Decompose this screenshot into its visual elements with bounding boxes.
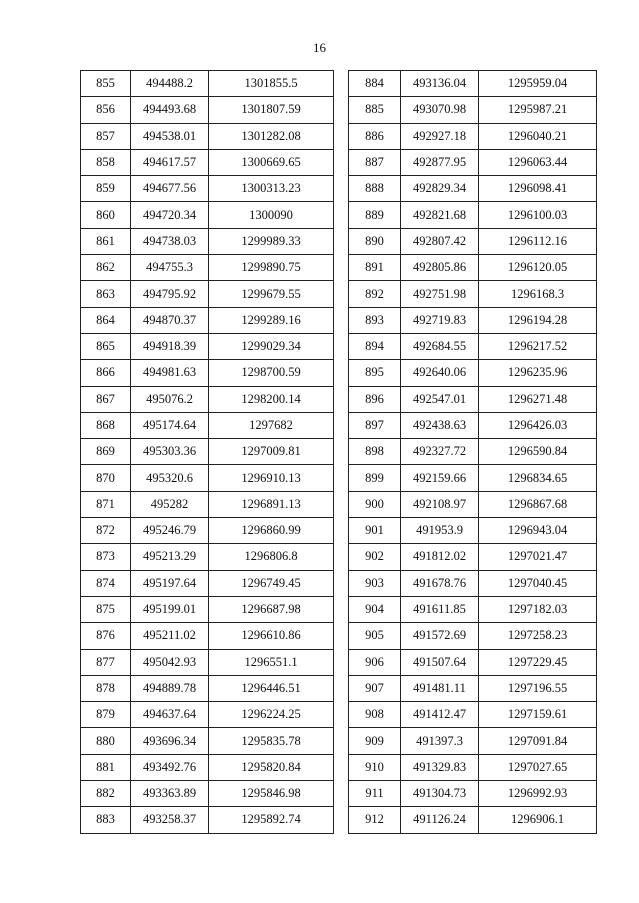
y-coordinate-cell: 1297040.45 — [479, 570, 597, 596]
y-coordinate-cell: 1295835.78 — [209, 728, 334, 754]
point-number-cell: 856 — [81, 97, 131, 123]
table-row — [349, 202, 597, 228]
y-coordinate-cell: 1296271.48 — [479, 386, 597, 412]
table-row — [81, 596, 334, 622]
table-row — [349, 281, 597, 307]
table-row — [81, 176, 334, 202]
point-number-cell: 881 — [81, 754, 131, 780]
table-body — [81, 71, 334, 834]
point-number-cell: 908 — [349, 702, 401, 728]
point-number-cell: 875 — [81, 596, 131, 622]
table-row — [81, 228, 334, 254]
point-number-cell: 902 — [349, 544, 401, 570]
point-number-cell: 867 — [81, 386, 131, 412]
point-number-cell: 868 — [81, 412, 131, 438]
table-row — [81, 491, 334, 517]
y-coordinate-cell: 1296992.93 — [479, 781, 597, 807]
x-coordinate-cell: 491329.83 — [401, 754, 479, 780]
point-number-cell: 910 — [349, 754, 401, 780]
table-row — [349, 439, 597, 465]
table-row — [81, 412, 334, 438]
x-coordinate-cell: 491412.47 — [401, 702, 479, 728]
point-number-cell: 865 — [81, 333, 131, 359]
x-coordinate-cell: 495320.6 — [131, 465, 209, 491]
x-coordinate-cell: 491481.11 — [401, 675, 479, 701]
y-coordinate-cell: 1299890.75 — [209, 255, 334, 281]
point-number-cell: 891 — [349, 255, 401, 281]
point-number-cell: 896 — [349, 386, 401, 412]
table-row — [81, 386, 334, 412]
x-coordinate-cell: 494755.3 — [131, 255, 209, 281]
table-row — [81, 807, 334, 833]
y-coordinate-cell: 1298200.14 — [209, 386, 334, 412]
y-coordinate-cell: 1296867.68 — [479, 491, 597, 517]
x-coordinate-cell: 494889.78 — [131, 675, 209, 701]
point-number-cell: 882 — [81, 781, 131, 807]
x-coordinate-cell: 492877.95 — [401, 149, 479, 175]
table-row — [349, 807, 597, 833]
point-number-cell: 859 — [81, 176, 131, 202]
y-coordinate-cell: 1296749.45 — [209, 570, 334, 596]
table-row — [81, 439, 334, 465]
x-coordinate-cell: 494720.34 — [131, 202, 209, 228]
y-coordinate-cell: 1295820.84 — [209, 754, 334, 780]
x-coordinate-cell: 494870.37 — [131, 307, 209, 333]
y-coordinate-cell: 1296100.03 — [479, 202, 597, 228]
point-number-cell: 864 — [81, 307, 131, 333]
y-coordinate-cell: 1296834.65 — [479, 465, 597, 491]
point-number-cell: 880 — [81, 728, 131, 754]
x-coordinate-cell: 492108.97 — [401, 491, 479, 517]
x-coordinate-cell: 493696.34 — [131, 728, 209, 754]
x-coordinate-cell: 491397.3 — [401, 728, 479, 754]
point-number-cell: 863 — [81, 281, 131, 307]
point-number-cell: 889 — [349, 202, 401, 228]
x-coordinate-cell: 491812.02 — [401, 544, 479, 570]
y-coordinate-cell: 1297196.55 — [479, 675, 597, 701]
table-row — [81, 649, 334, 675]
y-coordinate-cell: 1301855.5 — [209, 71, 334, 97]
x-coordinate-cell: 493492.76 — [131, 754, 209, 780]
point-number-cell: 870 — [81, 465, 131, 491]
y-coordinate-cell: 1298700.59 — [209, 360, 334, 386]
y-coordinate-cell: 1297159.61 — [479, 702, 597, 728]
point-number-cell: 895 — [349, 360, 401, 386]
x-coordinate-cell: 494488.2 — [131, 71, 209, 97]
y-coordinate-cell: 1301282.08 — [209, 123, 334, 149]
table-row — [81, 728, 334, 754]
point-number-cell: 909 — [349, 728, 401, 754]
y-coordinate-cell: 1297229.45 — [479, 649, 597, 675]
y-coordinate-cell: 1296217.52 — [479, 333, 597, 359]
table-row — [349, 97, 597, 123]
table-row — [349, 596, 597, 622]
x-coordinate-cell: 495213.29 — [131, 544, 209, 570]
table-row — [81, 202, 334, 228]
table-row — [81, 570, 334, 596]
y-coordinate-cell: 1299679.55 — [209, 281, 334, 307]
page-number: 16 — [313, 40, 326, 55]
y-coordinate-cell: 1296063.44 — [479, 149, 597, 175]
table-row — [349, 570, 597, 596]
table-row — [81, 255, 334, 281]
table-row — [349, 649, 597, 675]
y-coordinate-cell: 1296194.28 — [479, 307, 597, 333]
y-coordinate-cell: 1296446.51 — [209, 675, 334, 701]
x-coordinate-cell: 492719.83 — [401, 307, 479, 333]
point-number-cell: 888 — [349, 176, 401, 202]
x-coordinate-cell: 492684.55 — [401, 333, 479, 359]
table-row — [349, 71, 597, 97]
y-coordinate-cell: 1296426.03 — [479, 412, 597, 438]
table-row — [349, 702, 597, 728]
table-row — [81, 360, 334, 386]
point-number-cell: 898 — [349, 439, 401, 465]
x-coordinate-cell: 492807.42 — [401, 228, 479, 254]
point-number-cell: 872 — [81, 518, 131, 544]
table-row — [349, 675, 597, 701]
y-coordinate-cell: 1295846.98 — [209, 781, 334, 807]
x-coordinate-cell: 492821.68 — [401, 202, 479, 228]
table-row — [349, 333, 597, 359]
y-coordinate-cell: 1296168.3 — [479, 281, 597, 307]
y-coordinate-cell: 1296806.8 — [209, 544, 334, 570]
point-number-cell: 892 — [349, 281, 401, 307]
point-number-cell: 905 — [349, 623, 401, 649]
table-row — [349, 412, 597, 438]
point-number-cell: 862 — [81, 255, 131, 281]
x-coordinate-cell: 494918.39 — [131, 333, 209, 359]
y-coordinate-cell: 1299029.34 — [209, 333, 334, 359]
table-row — [81, 465, 334, 491]
x-coordinate-cell: 491304.73 — [401, 781, 479, 807]
point-number-cell: 900 — [349, 491, 401, 517]
point-number-cell: 899 — [349, 465, 401, 491]
y-coordinate-cell: 1295987.21 — [479, 97, 597, 123]
table-row — [81, 333, 334, 359]
x-coordinate-cell: 492438.63 — [401, 412, 479, 438]
y-coordinate-cell: 1299289.16 — [209, 307, 334, 333]
x-coordinate-cell: 491507.64 — [401, 649, 479, 675]
point-number-cell: 857 — [81, 123, 131, 149]
y-coordinate-cell: 1297009.81 — [209, 439, 334, 465]
y-coordinate-cell: 1297027.65 — [479, 754, 597, 780]
point-number-cell: 906 — [349, 649, 401, 675]
x-coordinate-cell: 494637.64 — [131, 702, 209, 728]
table-row — [349, 465, 597, 491]
x-coordinate-cell: 495282 — [131, 491, 209, 517]
table-row — [349, 149, 597, 175]
table-row — [81, 623, 334, 649]
x-coordinate-cell: 493363.89 — [131, 781, 209, 807]
table-row — [81, 675, 334, 701]
x-coordinate-cell: 494738.03 — [131, 228, 209, 254]
x-coordinate-cell: 494677.56 — [131, 176, 209, 202]
point-number-cell: 893 — [349, 307, 401, 333]
x-coordinate-cell: 495076.2 — [131, 386, 209, 412]
table-row — [349, 360, 597, 386]
table-row — [81, 281, 334, 307]
x-coordinate-cell: 495303.36 — [131, 439, 209, 465]
table-row — [349, 781, 597, 807]
y-coordinate-cell: 1300669.65 — [209, 149, 334, 175]
table-row — [349, 307, 597, 333]
y-coordinate-cell: 1296098.41 — [479, 176, 597, 202]
y-coordinate-cell: 1296551.1 — [209, 649, 334, 675]
y-coordinate-cell: 1295959.04 — [479, 71, 597, 97]
table-row — [81, 544, 334, 570]
table-row — [81, 781, 334, 807]
point-number-cell: 887 — [349, 149, 401, 175]
y-coordinate-cell: 1296687.98 — [209, 596, 334, 622]
y-coordinate-cell: 1296040.21 — [479, 123, 597, 149]
y-coordinate-cell: 1296906.1 — [479, 807, 597, 833]
x-coordinate-cell: 493070.98 — [401, 97, 479, 123]
point-number-cell: 907 — [349, 675, 401, 701]
point-number-cell: 878 — [81, 675, 131, 701]
point-number-cell: 904 — [349, 596, 401, 622]
table-row — [349, 728, 597, 754]
x-coordinate-cell: 492805.86 — [401, 255, 479, 281]
table-row — [349, 123, 597, 149]
point-number-cell: 897 — [349, 412, 401, 438]
y-coordinate-cell: 1296224.25 — [209, 702, 334, 728]
point-number-cell: 866 — [81, 360, 131, 386]
x-coordinate-cell: 491126.24 — [401, 807, 479, 833]
table-row — [349, 255, 597, 281]
x-coordinate-cell: 491572.69 — [401, 623, 479, 649]
y-coordinate-cell: 1296610.86 — [209, 623, 334, 649]
x-coordinate-cell: 494981.63 — [131, 360, 209, 386]
table-row — [81, 71, 334, 97]
table-row — [81, 702, 334, 728]
x-coordinate-cell: 493258.37 — [131, 807, 209, 833]
point-number-cell: 901 — [349, 518, 401, 544]
x-coordinate-cell: 494795.92 — [131, 281, 209, 307]
point-number-cell: 879 — [81, 702, 131, 728]
x-coordinate-cell: 492829.34 — [401, 176, 479, 202]
x-coordinate-cell: 495199.01 — [131, 596, 209, 622]
point-number-cell: 876 — [81, 623, 131, 649]
y-coordinate-cell: 1300090 — [209, 202, 334, 228]
point-number-cell: 855 — [81, 71, 131, 97]
point-number-cell: 874 — [81, 570, 131, 596]
table-row — [349, 623, 597, 649]
y-coordinate-cell: 1297182.03 — [479, 596, 597, 622]
y-coordinate-cell: 1297682 — [209, 412, 334, 438]
table-row — [81, 97, 334, 123]
coordinates-table-left — [80, 70, 334, 834]
table-row — [349, 228, 597, 254]
y-coordinate-cell: 1299989.33 — [209, 228, 334, 254]
x-coordinate-cell: 493136.04 — [401, 71, 479, 97]
x-coordinate-cell: 495042.93 — [131, 649, 209, 675]
coordinates-table-right — [348, 70, 597, 834]
x-coordinate-cell: 494538.01 — [131, 123, 209, 149]
x-coordinate-cell: 492927.18 — [401, 123, 479, 149]
y-coordinate-cell: 1301807.59 — [209, 97, 334, 123]
y-coordinate-cell: 1296860.99 — [209, 518, 334, 544]
x-coordinate-cell: 494493.68 — [131, 97, 209, 123]
x-coordinate-cell: 495197.64 — [131, 570, 209, 596]
point-number-cell: 877 — [81, 649, 131, 675]
table-row — [349, 176, 597, 202]
x-coordinate-cell: 491953.9 — [401, 518, 479, 544]
point-number-cell: 869 — [81, 439, 131, 465]
x-coordinate-cell: 494617.57 — [131, 149, 209, 175]
y-coordinate-cell: 1300313.23 — [209, 176, 334, 202]
point-number-cell: 912 — [349, 807, 401, 833]
table-row — [81, 754, 334, 780]
table-body — [349, 71, 597, 834]
point-number-cell: 903 — [349, 570, 401, 596]
table-row — [81, 518, 334, 544]
point-number-cell: 886 — [349, 123, 401, 149]
x-coordinate-cell: 495246.79 — [131, 518, 209, 544]
x-coordinate-cell: 495174.64 — [131, 412, 209, 438]
y-coordinate-cell: 1296943.04 — [479, 518, 597, 544]
x-coordinate-cell: 491611.85 — [401, 596, 479, 622]
table-row — [81, 123, 334, 149]
y-coordinate-cell: 1295892.74 — [209, 807, 334, 833]
point-number-cell: 911 — [349, 781, 401, 807]
x-coordinate-cell: 492640.06 — [401, 360, 479, 386]
point-number-cell: 873 — [81, 544, 131, 570]
table-row — [349, 518, 597, 544]
y-coordinate-cell: 1296112.16 — [479, 228, 597, 254]
y-coordinate-cell: 1296590.84 — [479, 439, 597, 465]
point-number-cell: 883 — [81, 807, 131, 833]
point-number-cell: 894 — [349, 333, 401, 359]
x-coordinate-cell: 495211.02 — [131, 623, 209, 649]
point-number-cell: 861 — [81, 228, 131, 254]
x-coordinate-cell: 491678.76 — [401, 570, 479, 596]
point-number-cell: 884 — [349, 71, 401, 97]
x-coordinate-cell: 492159.66 — [401, 465, 479, 491]
point-number-cell: 860 — [81, 202, 131, 228]
point-number-cell: 890 — [349, 228, 401, 254]
x-coordinate-cell: 492547.01 — [401, 386, 479, 412]
table-row — [81, 307, 334, 333]
x-coordinate-cell: 492327.72 — [401, 439, 479, 465]
y-coordinate-cell: 1296891.13 — [209, 491, 334, 517]
y-coordinate-cell: 1296235.96 — [479, 360, 597, 386]
point-number-cell: 871 — [81, 491, 131, 517]
y-coordinate-cell: 1297091.84 — [479, 728, 597, 754]
table-row — [349, 544, 597, 570]
y-coordinate-cell: 1296910.13 — [209, 465, 334, 491]
table-row — [349, 386, 597, 412]
x-coordinate-cell: 492751.98 — [401, 281, 479, 307]
point-number-cell: 858 — [81, 149, 131, 175]
table-row — [349, 754, 597, 780]
point-number-cell: 885 — [349, 97, 401, 123]
y-coordinate-cell: 1297258.23 — [479, 623, 597, 649]
y-coordinate-cell: 1296120.05 — [479, 255, 597, 281]
table-row — [349, 491, 597, 517]
y-coordinate-cell: 1297021.47 — [479, 544, 597, 570]
table-row — [81, 149, 334, 175]
